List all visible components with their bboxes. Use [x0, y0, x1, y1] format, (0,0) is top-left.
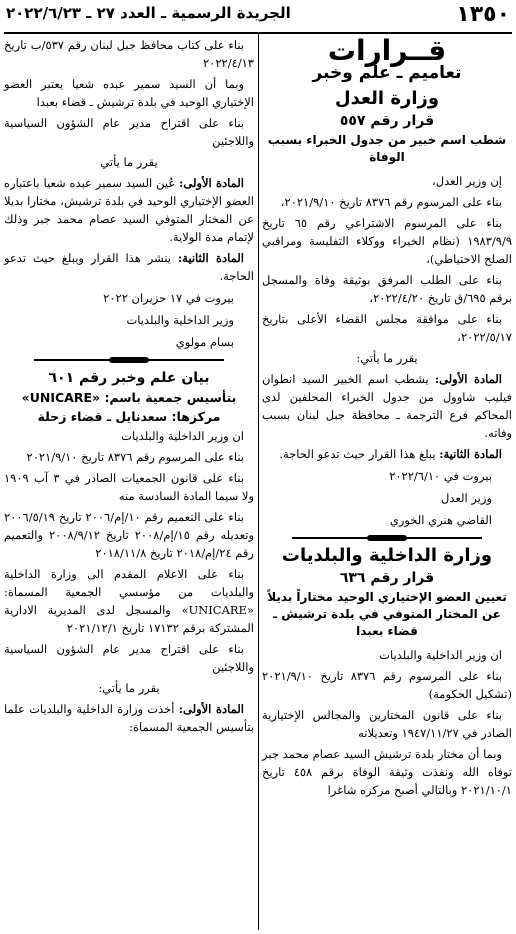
section-title: قــرارات: [327, 34, 447, 67]
article-1: المادة الأولى: عُين السيد سمير عبده شعيا باعتباره العضو الإختياري الوحيد في بلدة ترشيش، مختارا بديلا عن المختار المتوفي السيد عصام محمد جبر وذلك لإتمام مدة الولاية.: [4, 176, 254, 244]
date-line: بيروت في ١٧ حزيران ٢٠٢٢: [103, 291, 234, 305]
section-divider: [292, 537, 482, 539]
paragraph: بناء على المرسوم رقم ٨٣٧٦ تاريخ ٢٠٢١/٩/١٠ (تشكيل الحكومة): [262, 669, 512, 701]
paragraph: إن وزير العدل،: [432, 174, 502, 188]
column-divider: [258, 34, 259, 930]
paragraph: بناء على الاعلام المقدم الى وزارة الداخلية والبلديات من مؤسسي الجمعية المسماة: «UNICARE» والمسجل لدى المديرية الادارية المشتركة برقم ١٧١٣٢ تاريخ ٢٠٢١/١٢/١: [4, 567, 254, 635]
signatory-title: وزير الداخلية والبلديات: [126, 313, 234, 327]
page-header: [0, 0, 516, 36]
signatory-name: القاضي هنري الخوري: [389, 513, 492, 527]
signatory-title: وزير العدل: [441, 491, 492, 505]
ministry-heading-interior: وزارة الداخلية والبلديات: [281, 545, 493, 566]
paragraph: بناء على المرسوم رقم ٨٣٧٦ تاريخ ٢٠٢١/٩/١٠: [26, 450, 244, 464]
article-1: المادة الأولى: أخذت وزارة الداخلية والبلديات علما بتأسيس الجمعية المسماة:: [4, 702, 254, 734]
article-2: المادة الثانية: ينشر هذا القرار ويبلغ حيث تدعو الحاجة.: [4, 251, 254, 283]
paragraph: بناء على التعميم رقم ١٠/إم/٢٠٠٦ تاريخ ٢٠٠٦/٥/١٩ وتعديله رقم ١٥/إم/٢٠٠٨ تاريخ ٢٠٠٨/٩/١٢ والتعميم رقم ٢٤/إم/٢٠١٨ تاريخ ٢٠١٨/١١/٨: [4, 510, 254, 560]
paragraph: بناء على قانون المختارين والمجالس الإختيارية الصادر في ١٩٤٧/١١/٢٧ وتعديلاته: [262, 708, 512, 740]
date-line: بيروت في ٢٠٢٢/٦/١٠: [389, 469, 492, 483]
paragraph: ان وزير الداخلية والبلديات: [121, 429, 244, 443]
decision-636-heading: قرار رقم ٦٣٦: [339, 570, 435, 586]
paragraph: وبما أن السيد سمير عبده شعيا يعتبر العضو الإختياري الوحيد في بلدة ترشيش ـ قضاء بعبدا: [4, 77, 254, 109]
paragraph: بناء على اقتراح مدير عام الشؤون السياسية واللاجئين: [4, 642, 254, 674]
section-divider: [34, 359, 224, 361]
paragraph: بناء على قانون الجمعيات الصادر في ٣ آب ١٩٠٩ ولا سيما المادة السادسة منه: [4, 471, 254, 503]
paragraph: ان وزير الداخلية والبلديات: [379, 648, 502, 662]
ministry-heading-justice: وزارة العدل: [334, 88, 440, 109]
decides-line: يقرر ما يأتي: [100, 155, 158, 169]
paragraph: بناء على الطلب المرفق بوثيقة وفاة والمسجل برقم ٦٩٥/ق تاريخ ٢٠٢٢/٤/٢٠،: [262, 273, 512, 305]
decision-557-heading: قرار رقم ٥٥٧: [339, 113, 435, 129]
article-2: المادة الثانية: يبلغ هذا القرار حيث تدعو الحاجة.: [279, 447, 502, 461]
section-subtitle: تعاميم ـ علم وخبر: [312, 63, 462, 83]
paragraph: بناء على موافقة مجلس القضاء الأعلى بتاريخ ٢٠٢٢/٥/١٧،: [262, 312, 512, 344]
gazette-issue-line: الجريدة الرسمية ـ العدد ٢٧ ـ ٢٠٢٢/٦/٢٣: [6, 4, 291, 22]
signatory-name: بسام مولوي: [175, 335, 234, 349]
paragraph: بناء على المرسوم رقم ٨٣٧٦ تاريخ ٢٠٢١/٩/١٠،: [280, 195, 502, 209]
notice-601-heading: بيان علم وخبر رقم ٦٠١: [48, 370, 210, 386]
notice-association-seat: مركزها: سعدنايل ـ قضاء زحلة: [37, 409, 221, 424]
article-1: المادة الأولى: يشطب اسم الخبير السيد انطوان فيليب شاوول من جدول الخبراء المحلفين لدى المحاكم فرع الترجمة ـ محافظة جبل لبنان بسبب وفاته.: [262, 372, 512, 440]
paragraph: بناء على اقتراح مدير عام الشؤون السياسية واللاجئين: [4, 116, 254, 148]
decides-line: يقرر ما يأتي:: [98, 681, 160, 695]
notice-association-name: بتأسيس جمعية باسم: «UNICARE»: [21, 390, 237, 405]
paragraph: بناء على المرسوم الاشتراعي رقم ٦٥ تاريخ ١٩٨٣/٩/٩ (نظام الخبراء ووكلاء التفليسة ومراقبي الصلح الاحتياطي)،: [262, 216, 512, 266]
decision-636-subject: تعيين العضو الإختياري الوحيد مختاراً بديلاً عن المختار المتوفي في بلدة ترشيش ـ قضاء بعبدا: [267, 590, 507, 638]
decides-line: يقرر ما يأتي:: [356, 351, 418, 365]
decision-557-subject: شطب اسم خبير من جدول الخبراء بسبب الوفاة: [267, 133, 507, 164]
right-column: [262, 36, 512, 802]
left-column: [4, 36, 254, 739]
paragraph: وبما أن مختار بلدة ترشيش السيد عصام محمد جبر توفاه الله ونفذت وثيقة الوفاة برقم ٤٥٨ تاريخ ٢٠٢١/١٠/١ وبالتالي أصبح مركزه شاغرا: [262, 747, 512, 797]
paragraph: بناء على كتاب محافظ جبل لبنان رقم ٥٣٧/ب تاريخ ٢٠٢٢/٤/١٣: [4, 38, 254, 70]
page-number: ١٣٥٠: [456, 2, 510, 27]
